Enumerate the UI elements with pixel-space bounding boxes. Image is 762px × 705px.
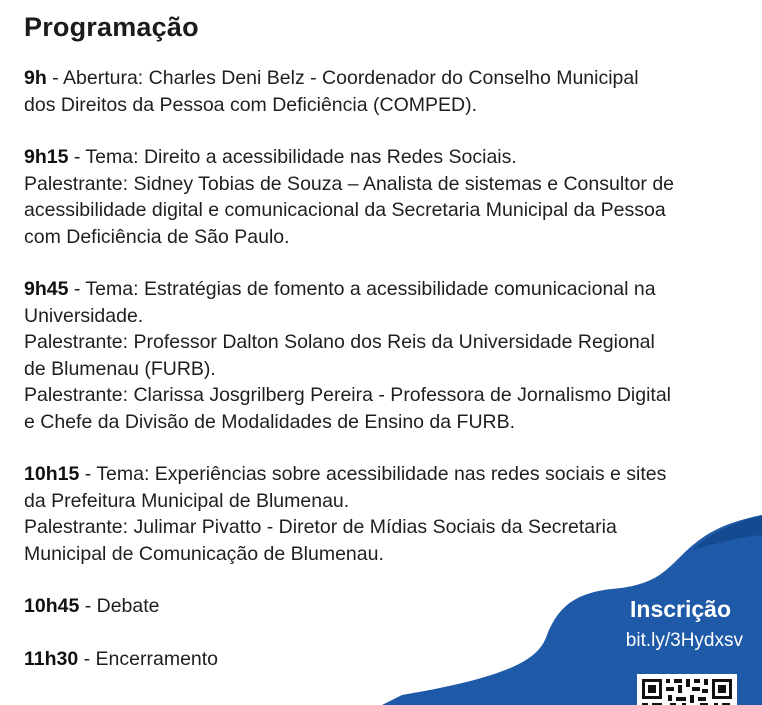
entry-text: de Blumenau (FURB). bbox=[24, 357, 216, 380]
entry-text: - Tema: Experiências sobre acessibilidade nas redes sociais e sites bbox=[79, 463, 667, 485]
entry-text: - Encerramento bbox=[78, 647, 219, 670]
entry-text: Palestrante: Clarissa Josgrilberg Pereira - Professora de Jornalismo Digital bbox=[24, 384, 672, 406]
entry-text: - Debate bbox=[79, 595, 160, 617]
entry-text: Municipal de Comunicação de Blumenau. bbox=[24, 542, 384, 565]
entry-text: e Chefe da Divisão de Modalidades de Ensino da FURB. bbox=[24, 410, 516, 433]
entry-text: Palestrante: Sidney Tobias de Souza – Analista de sistemas e Consultor de bbox=[24, 172, 675, 195]
schedule-entry bbox=[24, 144, 744, 250]
entry-text: Universidade. bbox=[24, 304, 144, 327]
registration-title: Inscrição bbox=[630, 596, 731, 622]
entry-time: 9h bbox=[24, 67, 47, 89]
page-title: Programação bbox=[24, 12, 199, 42]
schedule-entry bbox=[24, 276, 744, 435]
entry-time: 11h30 bbox=[24, 647, 79, 670]
entry-text: Palestrante: Professor Dalton Solano dos Reis da Universidade Regional bbox=[24, 331, 655, 353]
entry-time: 10h45 bbox=[24, 595, 80, 617]
entry-text: da Prefeitura Municipal de Blumenau. bbox=[24, 489, 350, 512]
entry-text: dos Direitos da Pessoa com Deficiência (COMPED). bbox=[24, 93, 477, 116]
entry-text: - Tema: Estratégias de fomento a acessibilidade comunicacional na bbox=[68, 278, 656, 300]
qr-code-icon[interactable] bbox=[637, 674, 737, 705]
schedule-entry bbox=[24, 65, 744, 118]
entry-time: 9h15 bbox=[24, 146, 69, 168]
entry-time: 9h45 bbox=[24, 278, 69, 300]
registration-link[interactable]: bit.ly/3Hydxsv bbox=[625, 630, 743, 651]
entry-text: - Abertura: Charles Deni Belz - Coordenador do Conselho Municipal bbox=[46, 67, 639, 89]
entry-text: - Tema: Direito a acessibilidade nas Redes Sociais. bbox=[68, 146, 517, 168]
entry-time: 10h15 bbox=[24, 463, 80, 485]
entry-text: acessibilidade digital e comunicacional da Secretaria Municipal da Pessoa bbox=[24, 199, 666, 221]
entry-text: Palestrante: Julimar Pivatto - Diretor de Mídias Sociais da Secretaria bbox=[24, 516, 617, 538]
entry-text: com Deficiência de São Paulo. bbox=[24, 225, 290, 248]
